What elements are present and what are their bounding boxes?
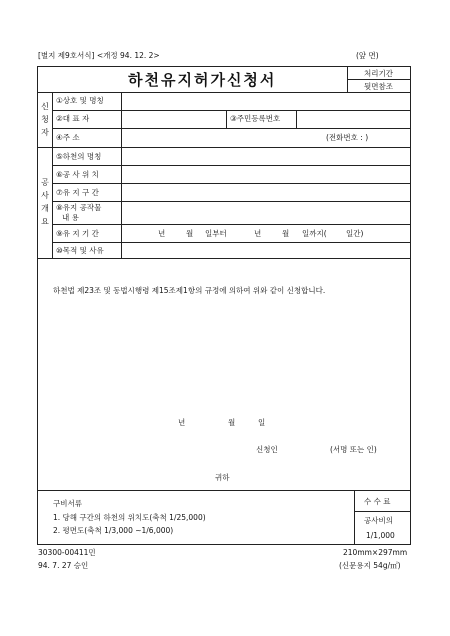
frame-right [410,66,411,545]
required-documents-title: 구비서류 [53,499,82,508]
paper-size: 210mm×297mm [343,548,408,557]
row-line-6 [52,224,411,225]
period-year-end: 년 [254,229,262,238]
applicant-section-bottom [37,147,411,148]
representative-label: ②대 표 자 [56,114,90,123]
applicant-section-label [40,100,50,139]
work-section-char: 공 [41,178,49,187]
work-section-char: 개 [41,204,49,213]
period-days: 일간) [346,229,364,238]
applicant-sign-label: 신청인 [256,445,278,454]
form-title: 하천유지허가신청서 [128,71,277,89]
reg-number-divider [226,110,227,129]
structure-label-line-1: ⑧유지 공작물 [56,203,102,212]
row-line-7 [52,242,411,243]
frame-top [37,66,411,67]
row-line-5 [52,201,411,202]
work-section-bottom [37,258,411,259]
applicant-section-char: 청 [41,115,49,124]
paper-type: (신문용지 54g/㎡) [339,561,401,570]
purpose-label: ⑩목적 및 사유 [56,246,104,255]
applicant-section-char: 신 [41,102,49,111]
addressee-label: 귀하 [215,473,230,482]
frame-left [37,66,38,545]
date-month: 월 [228,418,236,427]
fee-title: 수 수 료 [364,497,391,506]
maintenance-period-label: ⑨유 지 기 간 [56,229,99,238]
period-year-start: 년 [158,229,166,238]
resident-number-label: ③주민등록번호 [230,114,281,123]
company-name-label: ①상호 및 명칭 [56,96,104,105]
work-location-label: ⑥공 사 위 치 [56,170,99,179]
river-name-label: ⑤하천의 명칭 [56,152,102,161]
row-line-3 [52,165,411,166]
approval-date: 94. 7. 27 승인 [38,561,89,570]
row-line-4 [52,183,411,184]
label-column-divider [52,92,53,258]
form-number-label: [별지 제9호서식] <개정 94. 12. 2> [38,51,160,60]
application-statement: 하천법 제23조 및 동법시행령 제15조제1항의 규정에 의하여 위와 같이 신청합니다. [53,286,326,295]
address-label: ④주 소 [56,133,80,142]
form-code: 30300-00411민 [38,548,96,557]
front-side-label: (앞 면) [356,51,379,60]
date-year: 년 [178,418,186,427]
frame-bottom [37,544,411,545]
fee-box-left [354,490,355,544]
fee-label: 공사비의 [364,516,393,525]
maintenance-section-label: ⑦유 지 구 간 [56,188,99,197]
processing-period-value: 뒷면참조 [364,82,393,91]
field-label-divider-1 [121,92,122,147]
work-summary-section-label [40,176,50,228]
title-row-bottom [37,92,411,93]
row-line-2 [52,128,411,129]
period-day-start: 일부터 [205,229,227,238]
structure-label-line-2: 내 용 [62,213,79,222]
work-section-char: 사 [41,191,49,200]
date-day: 일 [258,418,266,427]
applicant-section-char: 자 [41,128,49,137]
required-document-item: 1. 당해 구간의 하천의 위치도(축척 1/25,000) [53,513,206,522]
required-document-item: 2. 평면도(축척 1/3,000 ~1/6,000) [53,526,174,535]
work-section-char: 요 [41,217,49,226]
reg-number-divider-2 [296,110,297,129]
period-month-start: 월 [186,229,194,238]
fee-box-mid [354,511,410,512]
phone-number-label: (전화번호 : ) [326,133,369,142]
processing-box-mid [347,79,410,80]
period-month-end: 월 [282,229,290,238]
signature-seal-label: (서명 또는 인) [330,445,377,454]
period-day-end: 일까지( [302,229,327,238]
fee-value: 1/1,000 [366,531,395,540]
row-line-1 [52,110,411,111]
processing-period-label: 처리기간 [364,69,393,78]
